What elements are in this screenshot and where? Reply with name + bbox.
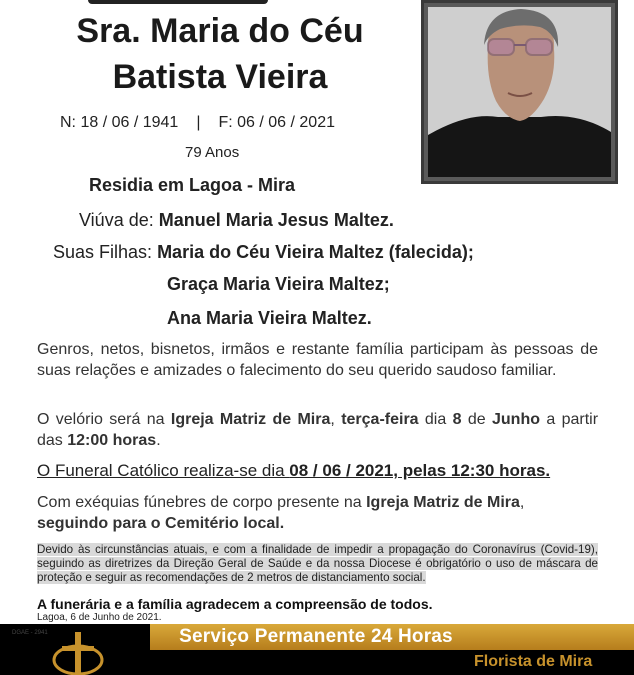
residence: Residia em Lagoa - Mira	[89, 175, 296, 195]
birth-date: N: 18 / 06 / 1941	[60, 114, 179, 131]
family-paragraph: Genros, netos, bisnetos, irmãos e restante família participam às pessoas de suas relações e amizades o falecimento do seu querido saudoso familiar.	[37, 341, 598, 379]
wake-text: O velório será na	[37, 411, 171, 428]
cross-logo	[48, 632, 108, 675]
covid-notice-text: Devido às circunstâncias atuais, e com a finalidade de impedir a propagação do Coronavírus (Covid-19), seguindo as diretrizes da Direção Geral de Saúde e da nossa Diocese é obrigatório o uso de máscara de proteção e seguir as recomendações de 2 metros de distanciamento social.	[37, 543, 598, 584]
date-separator: |	[196, 114, 201, 131]
widow-row	[79, 210, 394, 231]
age: 79 Anos	[185, 144, 240, 161]
wake-time: 12:00 horas	[67, 432, 157, 449]
deceased-name-line-1: Sra. Maria do Céu	[76, 12, 364, 50]
daughter-3: Ana Maria Vieira Maltez.	[167, 308, 372, 328]
florist-name: Florista de Mira	[474, 653, 593, 670]
widow-value: Manuel Maria Jesus Maltez.	[158, 210, 394, 230]
exequies-paragraph	[37, 492, 598, 534]
life-dates	[60, 114, 335, 132]
daughter-1: Maria do Céu Vieira Maltez (falecida);	[157, 242, 474, 262]
wake-weekday: terça-feira	[341, 411, 419, 428]
funeral-line	[37, 461, 550, 481]
exequies-destination: seguindo para o Cemitério local.	[37, 515, 285, 532]
thanks-line: A funerária e a família agradecem a compreensão de todos.	[37, 596, 433, 612]
wake-text: a partir das	[37, 411, 599, 449]
funeral-when: 08 / 06 / 2021, pelas 12:30 horas.	[289, 461, 551, 480]
widow-label: Viúva de:	[79, 210, 154, 230]
daughters-row	[53, 242, 474, 263]
daughters-row-2	[167, 274, 390, 295]
exequies-text: Com exéquias fúnebres de corpo presente na	[37, 494, 367, 511]
wake-month: Junho	[492, 411, 540, 428]
exequies-text: ,	[519, 494, 525, 511]
wake-text: ,	[330, 411, 342, 428]
wake-text: de	[461, 411, 492, 428]
deceased-name-line-2: Batista Vieira	[112, 58, 328, 96]
covid-notice	[37, 543, 598, 585]
dgae-code: DGAE - 2941	[12, 630, 48, 636]
top-decor-bar	[88, 0, 268, 4]
death-date: F: 06 / 06 / 2021	[218, 114, 335, 131]
funeral-text: O Funeral Católico realiza-se dia	[37, 461, 290, 480]
daughter-2: Graça Maria Vieira Maltez;	[167, 274, 390, 294]
wake-place: Igreja Matriz de Mira	[170, 411, 331, 428]
daughters-row-3	[167, 308, 372, 329]
portrait-photo	[428, 7, 611, 177]
deceased-portrait	[421, 0, 618, 184]
daughters-label: Suas Filhas:	[53, 242, 153, 262]
wake-paragraph	[37, 409, 598, 451]
wake-text: .	[156, 432, 161, 449]
wake-day: 8	[452, 411, 462, 428]
place-date: Lagoa, 6 de Junho de 2021.	[37, 612, 162, 623]
wake-text: dia	[418, 411, 453, 428]
exequies-place: Igreja Matriz de Mira	[366, 494, 520, 511]
service-text: Serviço Permanente 24 Horas	[179, 626, 453, 647]
